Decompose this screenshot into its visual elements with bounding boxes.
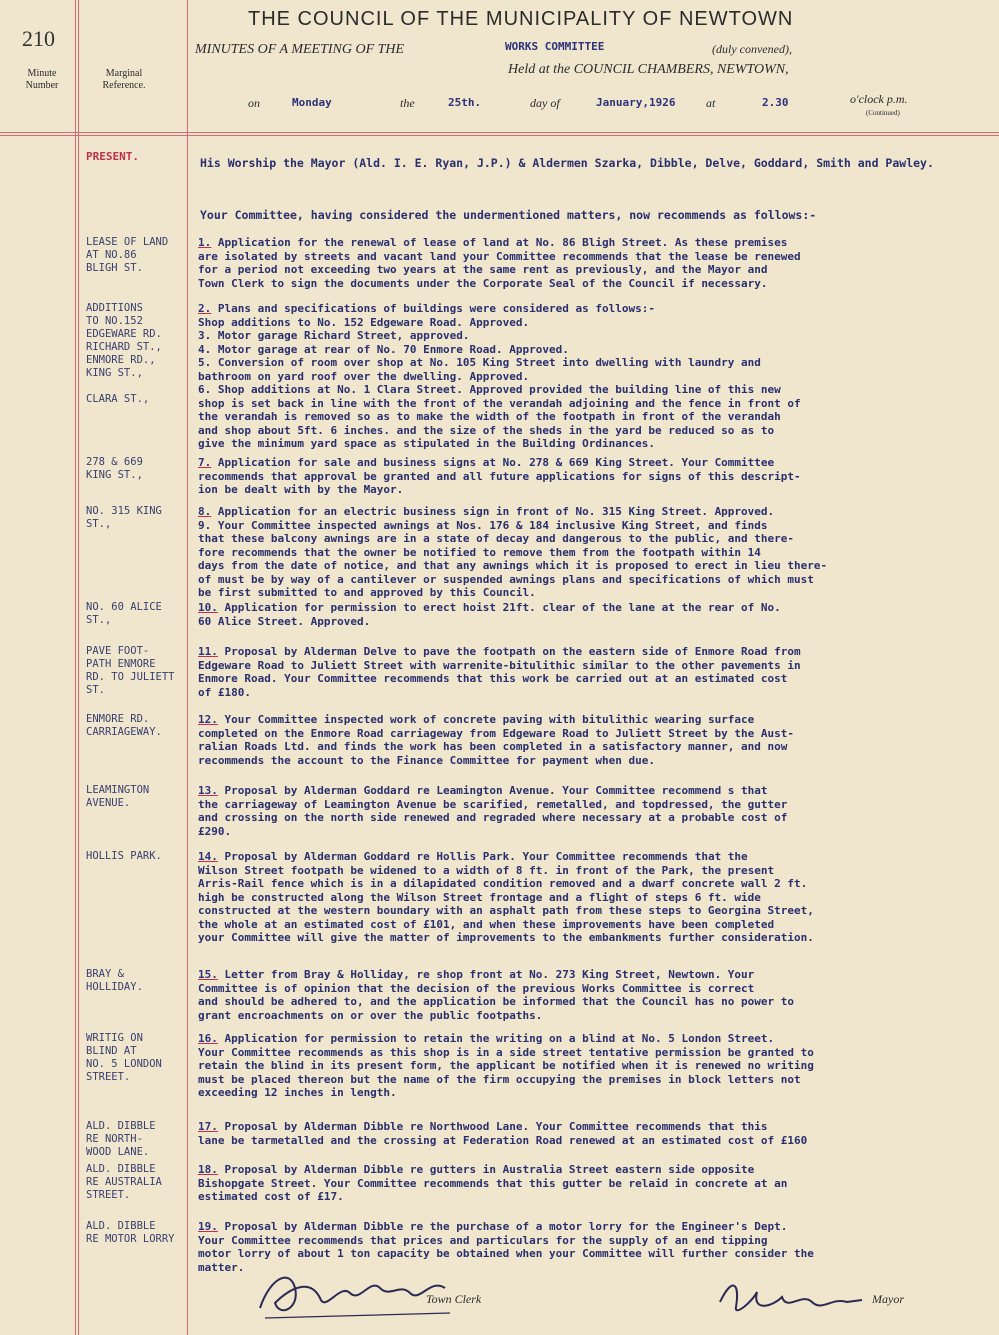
on-label: on — [248, 96, 260, 110]
marginal-reference: ALD. DIBBLE RE NORTH- WOOD LANE. — [86, 1120, 156, 1158]
minute-text — [198, 302, 978, 451]
margin-rule — [75, 0, 76, 1335]
meeting-month-year: January,1926 — [596, 96, 676, 109]
held-at: Held at the COUNCIL CHAMBERS, NEWTOWN, — [508, 62, 789, 77]
minute-number: 15. — [198, 968, 218, 981]
minute-number: 17. — [198, 1120, 218, 1133]
minute-number: 1. — [198, 236, 212, 249]
minute-number-label: Minute Number — [25, 68, 59, 91]
minute-number: 13. — [198, 784, 218, 797]
at-label: at — [706, 96, 716, 110]
oclock-label: o'clock p.m. — [850, 92, 908, 106]
minute-text — [198, 456, 978, 497]
minute-text — [198, 1163, 978, 1204]
minute-number: 2. — [198, 302, 212, 315]
the-label: the — [400, 96, 415, 110]
minute-text — [198, 1032, 978, 1100]
marginal-reference: NO. 315 KING ST., — [86, 505, 162, 530]
council-title: THE COUNCIL OF THE MUNICIPALITY OF NEWTOWN — [248, 8, 794, 30]
minute-number: 7. — [198, 456, 212, 469]
margin-rule — [78, 0, 79, 1335]
marginal-reference: HOLLIS PARK. — [86, 850, 162, 862]
page-number: 210 — [22, 26, 55, 51]
minute-body: Letter from Bray & Holliday, re shop front at No. 273 King Street, Newtown. Your Committee is of opinion that the decision of the previous Works Committee is correct and should be adhered to, and the application be informed that the Council has no power to grant encroachments on or over the public footpaths. — [198, 968, 795, 1022]
minute-body: Application for the renewal of lease of land at No. 86 Bligh Street. As these premises are isolated by streets and vacant land your Committee recommends that the lease be renewed for a period not exceeding two years at the same rent as previously, and the Mayor and Town Clerk to sign the documents under the Corporate Seal of the Council if necessary. — [198, 236, 801, 290]
minute-number: 12. — [198, 713, 218, 726]
mayor-signature — [712, 1272, 882, 1322]
minute-number: 11. — [198, 645, 218, 658]
meeting-day: Monday — [292, 96, 332, 109]
minute-body: Proposal by Alderman Goddard re Hollis Park. Your Committee recommends that the Wilson Street footpath be widened to a width of 8 ft. in front of the Park, the present Arris-Rail fence which is in a dilapidated condition removed and a dwarf concrete wall 2 ft. high be constructed along the Wilson Street frontage and a flight of steps 6 ft. wide constructed at the western boundary with an asphalt path from these steps to Georgina Street, the whole at an estimated cost of £101, and when these improvements have been completed your Committee will give the matter of improvements to the embankments further consideration. — [198, 850, 814, 944]
minute-number: 14. — [198, 850, 218, 863]
minute-body: Proposal by Alderman Dibble re gutters in Australia Street eastern side opposite Bishopgate Street. Your Committee recommends that this gutter be relaid in concrete at an estimated cost of £17. — [198, 1163, 788, 1203]
marginal-reference: 278 & 669 KING ST., — [86, 456, 143, 481]
present-text: His Worship the Mayor (Ald. I. E. Ryan, J.P.) & Aldermen Szarka, Dibble, Delve, Goddard, Smith and Pawley. — [200, 156, 934, 170]
minute-text — [198, 968, 978, 1022]
marginal-reference: PAVE FOOT- PATH ENMORE RD. TO JULIETT ST. — [86, 645, 175, 696]
marginal-reference: ALD. DIBBLE RE AUSTRALIA STREET. — [86, 1163, 162, 1201]
marginal-reference: LEASE OF LAND AT NO.86 BLIGH ST. — [86, 236, 169, 274]
minute-number: 18. — [198, 1163, 218, 1176]
continued-label: (Continued) — [866, 109, 900, 117]
minute-body: Application for permission to retain the writing on a blind at No. 5 London Street. Your Committee recommends as this shop is in a side street tentative permission be granted to retain the blind in its present form, the applicant be notified when it is renewed no writing must be placed thereon but the name of the firm occupying the premises in block letters not exceeding 12 inches in length. — [198, 1032, 814, 1099]
header-rule — [0, 132, 999, 133]
marginal-reference-label: Marginal Reference. — [102, 68, 146, 91]
intro-text: Your Committee, having considered the undermentioned matters, now recommends as follows:- — [200, 208, 817, 222]
header-rule — [0, 135, 999, 136]
minute-body: Proposal by Alderman Delve to pave the footpath on the eastern side of Enmore Road from Edgeware Road to Juliett Street with warrenite-bitulithic similar to the other pavements in Enmore Road. Your Committee recommends that this work be carried out at an estimated cost of £180. — [198, 645, 801, 699]
minute-text — [198, 713, 978, 767]
minute-text — [198, 1120, 978, 1147]
minutes-label: MINUTES OF A MEETING OF THE — [195, 42, 405, 57]
minute-body: Proposal by Alderman Dibble re Northwood Lane. Your Committee recommends that this lane be tarmetalled and the crossing at Federation Road renewed at an estimated cost of £160 — [198, 1120, 808, 1147]
marginal-reference: BRAY & HOLLIDAY. — [86, 968, 143, 993]
minute-body: Plans and specifications of buildings were considered as follows:- Shop additions to No. 152 Edgeware Road. Approved. 3. Motor garage Richard Street, approved. 4. Motor garage at rear of No. 70 Enmore Road. Approved. 5. Conversion of room over shop at No. 105 King Street into dwelling with laundry and bathroom on yard roof over the dwelling. Approved. 6. Shop additions at No. 1 Clara Street. Approved provided the building line of this new shop is set back in line with the front of the verandah adjoining and the fence in front of the verandah is removed so as to make the width of the footpath in front of the verandah and shop about 5ft. 6 inches. and the size of the sheds in the yard be reduced so as to give the minimum yard space as stipulated in the Building Ordinances. — [198, 302, 801, 450]
marginal-reference: LEAMINGTON AVENUE. — [86, 784, 150, 809]
marginal-reference: ALD. DIBBLE RE MOTOR LORRY — [86, 1220, 175, 1245]
minute-body: Proposal by Alderman Dibble re the purchase of a motor lorry for the Engineer's Dept. Your Committee recommends that prices and particulars for the supply of an end tipping motor lorry of about 1 ton capacity be obtained when your Committee will further consider the matter. — [198, 1220, 814, 1274]
minute-number: 8. — [198, 505, 212, 518]
minute-body: Application for sale and business signs at No. 278 & 669 King Street. Your Committee recommends that approval be granted and all future applications for signs of this descript- ion be dealt with by the Mayor. — [198, 456, 801, 496]
dayof-label: day of — [530, 96, 560, 110]
minute-body: Your Committee inspected work of concrete paving with bitulithic wearing surface completed on the Enmore Road carriageway from Edgeware Road to Juliett Street by the Aust- ralian Roads Ltd. and finds the work has been completed in a satisfactory manner, and now recommends the account to the Finance Committee for payment when due. — [198, 713, 795, 767]
mayor-label: Mayor — [872, 1292, 904, 1306]
marginal-reference: NO. 60 ALICE ST., — [86, 601, 162, 626]
town-clerk-label: Town Clerk — [426, 1292, 482, 1306]
marginal-reference: ENMORE RD. CARRIAGEWAY. — [86, 713, 162, 738]
present-label: PRESENT. — [86, 150, 139, 163]
meeting-time: 2.30 — [762, 96, 789, 109]
meeting-date: 25th. — [448, 96, 482, 109]
minute-number: 19. — [198, 1220, 218, 1233]
duly-convened: (duly convened), — [712, 42, 792, 56]
minute-number: 10. — [198, 601, 218, 614]
minute-body: Proposal by Alderman Goddard re Leamington Avenue. Your Committee recommend s that the carriageway of Leamington Avenue be scarified, remetalled, and topdressed, the gutter and crossing on the north side renewed and regraded where necessary at a probable cost of £290. — [198, 784, 788, 838]
committee-name: WORKS COMMITTEE — [505, 40, 605, 53]
minute-text — [198, 601, 978, 628]
minute-number: 16. — [198, 1032, 218, 1045]
minute-text — [198, 645, 978, 699]
marginal-reference: WRITIG ON BLIND AT NO. 5 LONDON STREET. — [86, 1032, 162, 1083]
marginal-reference: ADDITIONS TO NO.152 EDGEWARE RD. RICHARD ST., ENMORE RD., KING ST., CLARA ST., — [86, 302, 162, 405]
minute-text — [198, 850, 978, 945]
minute-text — [198, 505, 978, 600]
minute-body: Application for permission to erect hoist 21ft. clear of the lane at the rear of No. 60 Alice Street. Approved. — [198, 601, 781, 628]
margin-rule — [187, 0, 188, 1335]
minute-text — [198, 784, 978, 838]
minute-text — [198, 236, 978, 290]
minute-body: Application for an electric business sign in front of No. 315 King Street. Approved. 9. Your Committee inspected awnings at Nos. 176 & 184 inclusive King Street, and finds that these balcony awnings are in a state of decay and dangerous to the public, and there- fore recommends that the owner be notified to remove them from the footpath within 14 days from the date of notice, and that any awnings which it is proposed to erect in lieu there- of must be by way of a cantilever or suspended awnings plans and specifications of which must be first submitted to and approved by this Council. — [198, 505, 828, 599]
